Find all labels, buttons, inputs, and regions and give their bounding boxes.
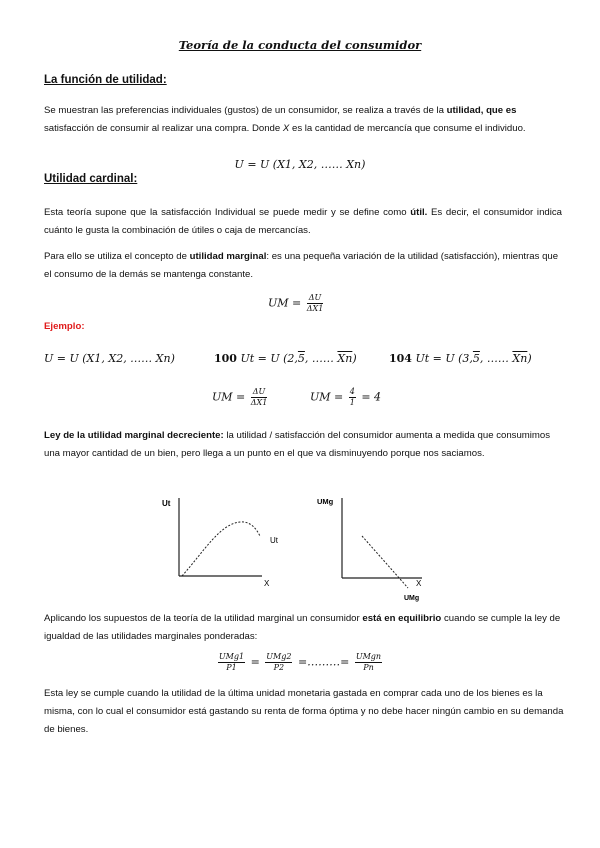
section-heading-cardinal-utility: Utilidad cardinal: (44, 173, 138, 185)
equilibrium-paragraph (44, 610, 564, 646)
utility-formula: U = U (X1, X2, …… Xn) (234, 158, 366, 171)
f4-lhs: UM = (212, 390, 246, 404)
law-paragraph (44, 427, 564, 463)
graph2-curve (362, 536, 408, 588)
equilibrium-formula (0, 652, 600, 673)
f2-bold: 100 (214, 352, 237, 365)
f4-numerator: ΔU (251, 387, 268, 398)
equilibrium-text-a: Aplicando los supuestos de la teoría de la utilidad marginal un consumidor (44, 613, 363, 624)
example-label: Ejemplo: (44, 321, 85, 332)
graph2-y-label: UMg (317, 497, 334, 506)
law-bold: Ley de la utilidad marginal decreciente: (44, 430, 224, 441)
f5-denominator: 1 (349, 398, 355, 407)
graph2-curve-label: UMg (404, 595, 420, 602)
marginal-utility-graphs (150, 490, 450, 610)
eq-fraction-2 (265, 652, 292, 673)
f5-rhs: = 4 (361, 390, 382, 404)
eq-num-2: UMg2 (266, 652, 292, 661)
eq-middle: =………= (297, 655, 350, 669)
f4-denominator: ΔX1 (250, 398, 268, 407)
utility-text-a: Se muestran las preferencias individuales (gustos) de un consumidor, se realiza a través de la (44, 105, 447, 116)
cardinal-text-b: Es decir, el consumidor indica cuánto le gusta la combinación de útiles o caja de mercancías. (44, 207, 563, 236)
utility-function-paragraph (44, 102, 564, 138)
um-lhs: UM = (268, 296, 302, 310)
um-denominator: ΔX1 (306, 304, 324, 313)
utility-text-bold: utilidad, que es (446, 105, 517, 116)
f2-c: ) (352, 352, 357, 365)
graph1-curve (182, 522, 260, 576)
eq-fraction-3 (355, 652, 382, 673)
f3-bold: 104 (389, 352, 412, 365)
f2-a: Ut = U (2, (236, 352, 298, 365)
f2-over2: $\overline{Xn}$ (337, 352, 353, 365)
eq-den-2: P2 (273, 663, 285, 672)
utility-text-b: satisfacción de consumir al realizar una compra. Donde (44, 123, 283, 134)
utility-text-c: es la cantidad de mercancía que consume el individuo. (289, 123, 526, 134)
cardinal-text-bold: útil. (410, 207, 428, 218)
eq-den-1: P1 (226, 663, 237, 672)
marginal-utility-formula (268, 293, 325, 314)
f4-fraction (251, 387, 268, 408)
f3-a: Ut = U (3, (411, 352, 473, 365)
graph-marginal-utility (317, 497, 422, 602)
f3-c: ) (527, 352, 532, 365)
graph1-curve-label: Ut (270, 536, 278, 545)
law-text: la utilidad / satisfacción del consumidor aumenta a medida que consumimos una mayor cantidad de un bien, pero llega a un punto en el que va disminuyendo porque nos saciamos. (44, 430, 551, 459)
closing-paragraph: Esta ley se cumple cuando la utilidad de la última unidad monetaria gastada en comprar cada uno de los bienes es la misma, con lo cual el consumidor está gastando su renta de forma óptima y no debe hacer ningún cambio en su demanda de bienes. (44, 688, 564, 735)
f2-b: , …… (304, 352, 338, 365)
f3-over1: 5 (472, 352, 480, 365)
equilibrium-text-bold: está en equilibrio (362, 613, 442, 624)
eq-den-3: Pn (363, 663, 374, 672)
cardinal-text-a: Esta teoría supone que la satisfacción Individual se puede medir y se define como (44, 207, 411, 218)
eq-num-1: UMg1 (218, 652, 245, 661)
example-formula-1: U = U (X1, X2, …… Xn) (44, 352, 175, 365)
um-numerator: ΔU (307, 293, 324, 304)
f2-over1: 5 (297, 352, 305, 365)
eq-sign: = (250, 655, 260, 669)
equilibrium-text-b: cuando se cumple la ley de igualdad de las utilidades marginales ponderadas: (44, 613, 561, 642)
f3-b: , …… (479, 352, 513, 365)
utility-text-x: X (282, 123, 290, 134)
f3-over2: $\overline{Xn}$ (512, 352, 528, 365)
page-title: Teoría de la conducta del consumidor (178, 38, 422, 52)
graph-total-utility (162, 498, 279, 588)
example-formula-2 (214, 352, 357, 365)
marginal-text-a: Para ello se utiliza el concepto de (44, 251, 190, 262)
f5-numerator: 4 (349, 387, 355, 396)
section-heading-utility-function: La función de utilidad: (44, 74, 167, 86)
marginal-text-b: : es una pequeña variación de la utilidad (satisfacción), mientras que el consumo de la demás se mantenga constante. (44, 251, 559, 280)
graph2-x-label: X (416, 579, 422, 588)
example-formula-3 (389, 352, 532, 365)
graph1-y-label: Ut (162, 499, 171, 508)
um-fraction (307, 293, 324, 314)
graph1-x-label: X (264, 579, 270, 588)
example-formula-5 (310, 387, 381, 408)
example-formula-4 (212, 387, 269, 408)
f5-lhs: UM = (310, 390, 344, 404)
eq-num-3: UMgn (355, 652, 382, 661)
cardinal-utility-paragraph (44, 204, 562, 240)
marginal-utility-paragraph (44, 248, 562, 284)
eq-fraction-1 (218, 652, 245, 673)
f5-fraction (349, 387, 356, 408)
marginal-text-bold: utilidad marginal (189, 251, 267, 262)
